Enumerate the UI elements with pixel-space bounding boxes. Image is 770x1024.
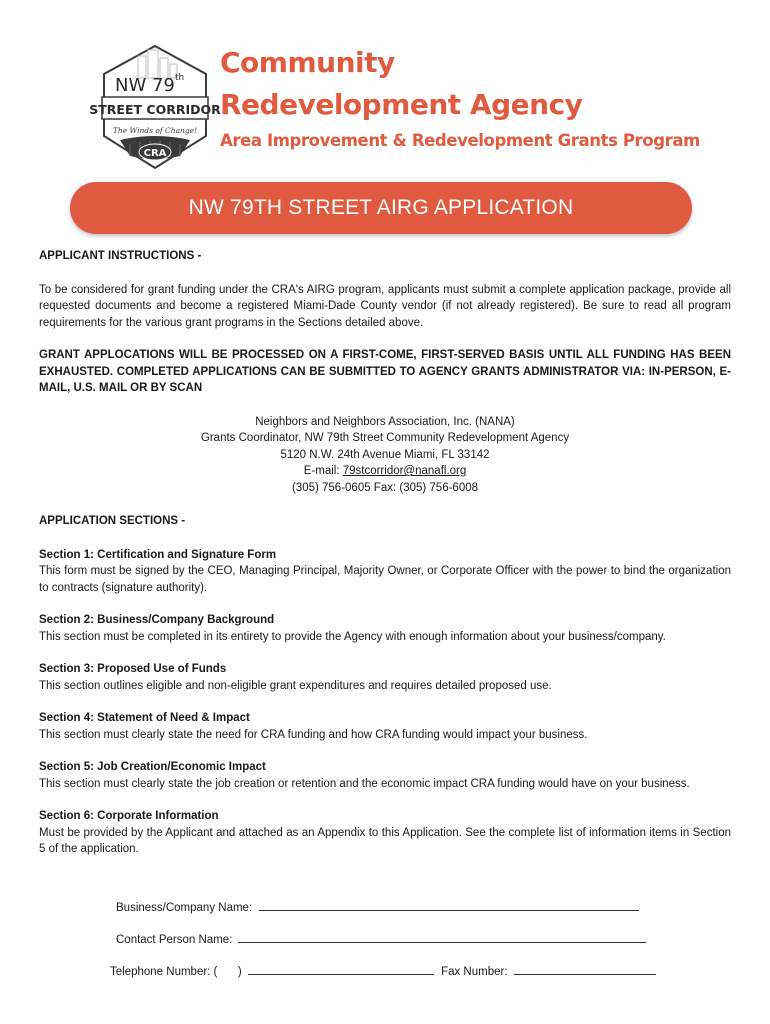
section-text: This section must be completed in its entirety to provide the Agency with enough information about your business/company. (39, 630, 666, 643)
program-subtitle: Area Improvement & Redevelopment Grants Program (220, 131, 700, 150)
contact-block (39, 414, 731, 497)
contact-phones: (305) 756-0605 Fax: (305) 756-6008 (291, 481, 479, 494)
section-1 (39, 547, 731, 597)
contact-address: 5120 N.W. 24th Avenue Miami, FL 33142 (280, 448, 490, 461)
logo-line1: NW 79 (115, 75, 175, 96)
contact-role: Grants Coordinator, NW 79th Street Community Redevelopment Agency (200, 432, 570, 444)
contact-email-label: E-mail: (303, 465, 343, 477)
logo-tagline: The Winds of Change! (112, 126, 198, 135)
section-title: Section 2: Business/Company Background (39, 614, 275, 626)
section-3 (39, 661, 731, 694)
section-4 (39, 710, 731, 743)
fax-number-field[interactable] (514, 964, 656, 975)
logo-badge: CRA (143, 148, 167, 159)
telephone-row (110, 964, 656, 978)
contact-email-line (39, 463, 731, 480)
contact-person-field[interactable] (238, 932, 646, 943)
telephone-number-field[interactable] (248, 964, 434, 975)
section-2 (39, 612, 731, 645)
telephone-close-paren: ) (237, 966, 242, 978)
document-body (39, 248, 731, 858)
section-title: Section 6: Corporate Information (39, 810, 219, 822)
telephone-area-code-field[interactable] (221, 965, 235, 975)
sections-heading: APPLICATION SECTIONS - (39, 515, 186, 527)
instructions-heading: APPLICANT INSTRUCTIONS - (39, 250, 202, 262)
contact-org: Neighbors and Neighbors Association, Inc. (NANA) (255, 415, 515, 428)
instructions-notice: GRANT APPLOCATIONS WILL BE PROCESSED ON A FIRST-COME, FIRST-SERVED BASIS UNTIL ALL FUNDING HAS BEEN EXHAUSTED. COMPLETED APPLICATIONS CAN BE SUBMITTED TO AGENCY GRANTS ADMINISTRATOR VIA: IN-PERSON, E-MAIL, U.S. MAIL OR BY SCAN (39, 349, 731, 394)
agency-title-line2: Redevelopment Agency (220, 88, 583, 121)
fax-label: Fax Number: (441, 966, 508, 978)
application-banner: NW 79TH STREET AIRG APPLICATION (70, 182, 692, 234)
business-name-field[interactable] (259, 900, 639, 911)
contact-email-link[interactable]: 79stcorridor@nanafl.org (342, 465, 467, 477)
contact-person-label: Contact Person Name: (116, 934, 233, 946)
cra-logo (89, 44, 221, 174)
business-name-row (116, 900, 639, 914)
section-6 (39, 808, 731, 858)
logo-superscript: th (175, 73, 185, 83)
agency-title (220, 42, 582, 126)
section-text: This form must be signed by the CEO, Managing Principal, Majority Owner, or Corporate Officer with the power to bind the organization to contracts (signature authority). (39, 565, 731, 594)
section-title: Section 1: Certification and Signature Form (39, 548, 277, 561)
section-title: Section 5: Job Creation/Economic Impact (39, 761, 266, 773)
section-text: This section must clearly state the job creation or retention and the economic impact CRA funding would have on your business. (39, 777, 690, 790)
section-5 (39, 759, 731, 792)
contact-person-row (116, 932, 646, 946)
section-text: Must be provided by the Applicant and attached as an Appendix to this Application. See the complete list of information items in Section 5 of the application. (39, 826, 731, 855)
telephone-label: Telephone Number: ( (110, 966, 218, 978)
section-text: This section must clearly state the need for CRA funding and how CRA funding would impact your business. (39, 728, 588, 741)
section-text: This section outlines eligible and non-eligible grant expenditures and requires detailed proposed use. (39, 679, 552, 692)
section-title: Section 4: Statement of Need & Impact (39, 712, 250, 724)
section-title: Section 3: Proposed Use of Funds (39, 663, 227, 675)
logo-line2: STREET CORRIDOR (89, 102, 221, 117)
agency-title-line1: Community (220, 46, 395, 79)
instructions-paragraph: To be considered for grant funding under the CRA's AIRG program, applicants must submit a complete application package, provide all requested documents and become a registered Miami-Dade County vendor (if not already registered). Be sure to read all program requirements for the various grant programs in the Sections detailed above. (39, 283, 731, 329)
business-name-label: Business/Company Name: (116, 902, 253, 914)
